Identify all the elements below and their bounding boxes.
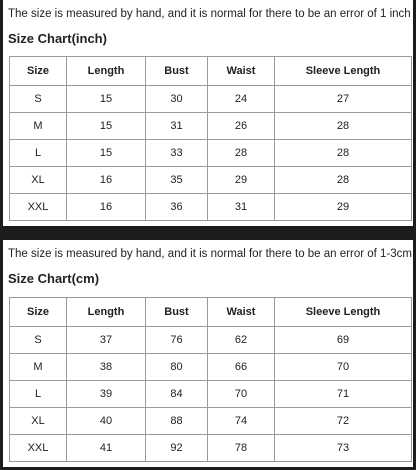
table-cell: L	[10, 140, 67, 167]
chart-title: Size Chart(cm)	[8, 271, 100, 286]
table-cell: 69	[275, 327, 412, 354]
table-cell: 15	[67, 113, 146, 140]
table-cell: 28	[275, 140, 412, 167]
measurement-note: The size is measured by hand, and it is normal for there to be an error of 1-3cm	[8, 248, 412, 260]
table-cell: 36	[146, 194, 208, 221]
table-cell: 74	[208, 408, 275, 435]
table-row	[10, 327, 412, 354]
table-cell: 29	[208, 167, 275, 194]
table-row	[10, 435, 412, 462]
table-cell: 62	[208, 327, 275, 354]
table-cell: M	[10, 113, 67, 140]
table-cell: 88	[146, 408, 208, 435]
measurement-note: The size is measured by hand, and it is normal for there to be an error of 1 inch	[8, 8, 411, 20]
chart-title: Size Chart(inch)	[8, 31, 107, 46]
column-header: Waist	[208, 57, 275, 86]
table-cell: 80	[146, 354, 208, 381]
column-header: Bust	[146, 298, 208, 327]
table-cell: 92	[146, 435, 208, 462]
table-cell: 66	[208, 354, 275, 381]
column-header: Length	[67, 57, 146, 86]
table-header-row	[10, 298, 412, 327]
column-header: Sleeve Length	[275, 57, 412, 86]
table-cell: 15	[67, 140, 146, 167]
table-cell: 31	[208, 194, 275, 221]
table-row	[10, 113, 412, 140]
table-cell: 41	[67, 435, 146, 462]
column-header: Sleeve Length	[275, 298, 412, 327]
table-cell: 24	[208, 86, 275, 113]
table-cell: 16	[67, 167, 146, 194]
table-cell: XL	[10, 408, 67, 435]
table-row	[10, 381, 412, 408]
column-header: Length	[67, 298, 146, 327]
table-cell: 72	[275, 408, 412, 435]
table-cell: 26	[208, 113, 275, 140]
table-cell: 71	[275, 381, 412, 408]
table-cell: 33	[146, 140, 208, 167]
table-cell: 31	[146, 113, 208, 140]
table-cell: 30	[146, 86, 208, 113]
table-row	[10, 140, 412, 167]
table-row	[10, 86, 412, 113]
size-chart-cm-panel	[3, 240, 413, 467]
size-chart-inch-panel	[3, 0, 413, 226]
table-row	[10, 354, 412, 381]
column-header: Size	[10, 57, 67, 86]
table-cell: L	[10, 381, 67, 408]
table-cell: 84	[146, 381, 208, 408]
table-cell: 78	[208, 435, 275, 462]
table-cell: XXL	[10, 194, 67, 221]
table-row	[10, 194, 412, 221]
table-cell: 40	[67, 408, 146, 435]
table-cell: S	[10, 327, 67, 354]
table-cell: XXL	[10, 435, 67, 462]
table-cell: 39	[67, 381, 146, 408]
table-cell: M	[10, 354, 67, 381]
table-cell: 35	[146, 167, 208, 194]
column-header: Waist	[208, 298, 275, 327]
table-cell: 28	[275, 167, 412, 194]
table-header-row	[10, 57, 412, 86]
column-header: Bust	[146, 57, 208, 86]
table-cell: S	[10, 86, 67, 113]
table-cell: 70	[208, 381, 275, 408]
size-table	[9, 297, 412, 462]
table-cell: 29	[275, 194, 412, 221]
table-cell: 76	[146, 327, 208, 354]
column-header: Size	[10, 298, 67, 327]
table-cell: 37	[67, 327, 146, 354]
table-cell: 38	[67, 354, 146, 381]
table-cell: 15	[67, 86, 146, 113]
table-cell: 28	[275, 113, 412, 140]
table-cell: 70	[275, 354, 412, 381]
table-cell: 73	[275, 435, 412, 462]
table-cell: 28	[208, 140, 275, 167]
table-cell: 16	[67, 194, 146, 221]
table-cell: XL	[10, 167, 67, 194]
size-table	[9, 56, 412, 221]
table-row	[10, 408, 412, 435]
table-row	[10, 167, 412, 194]
table-cell: 27	[275, 86, 412, 113]
